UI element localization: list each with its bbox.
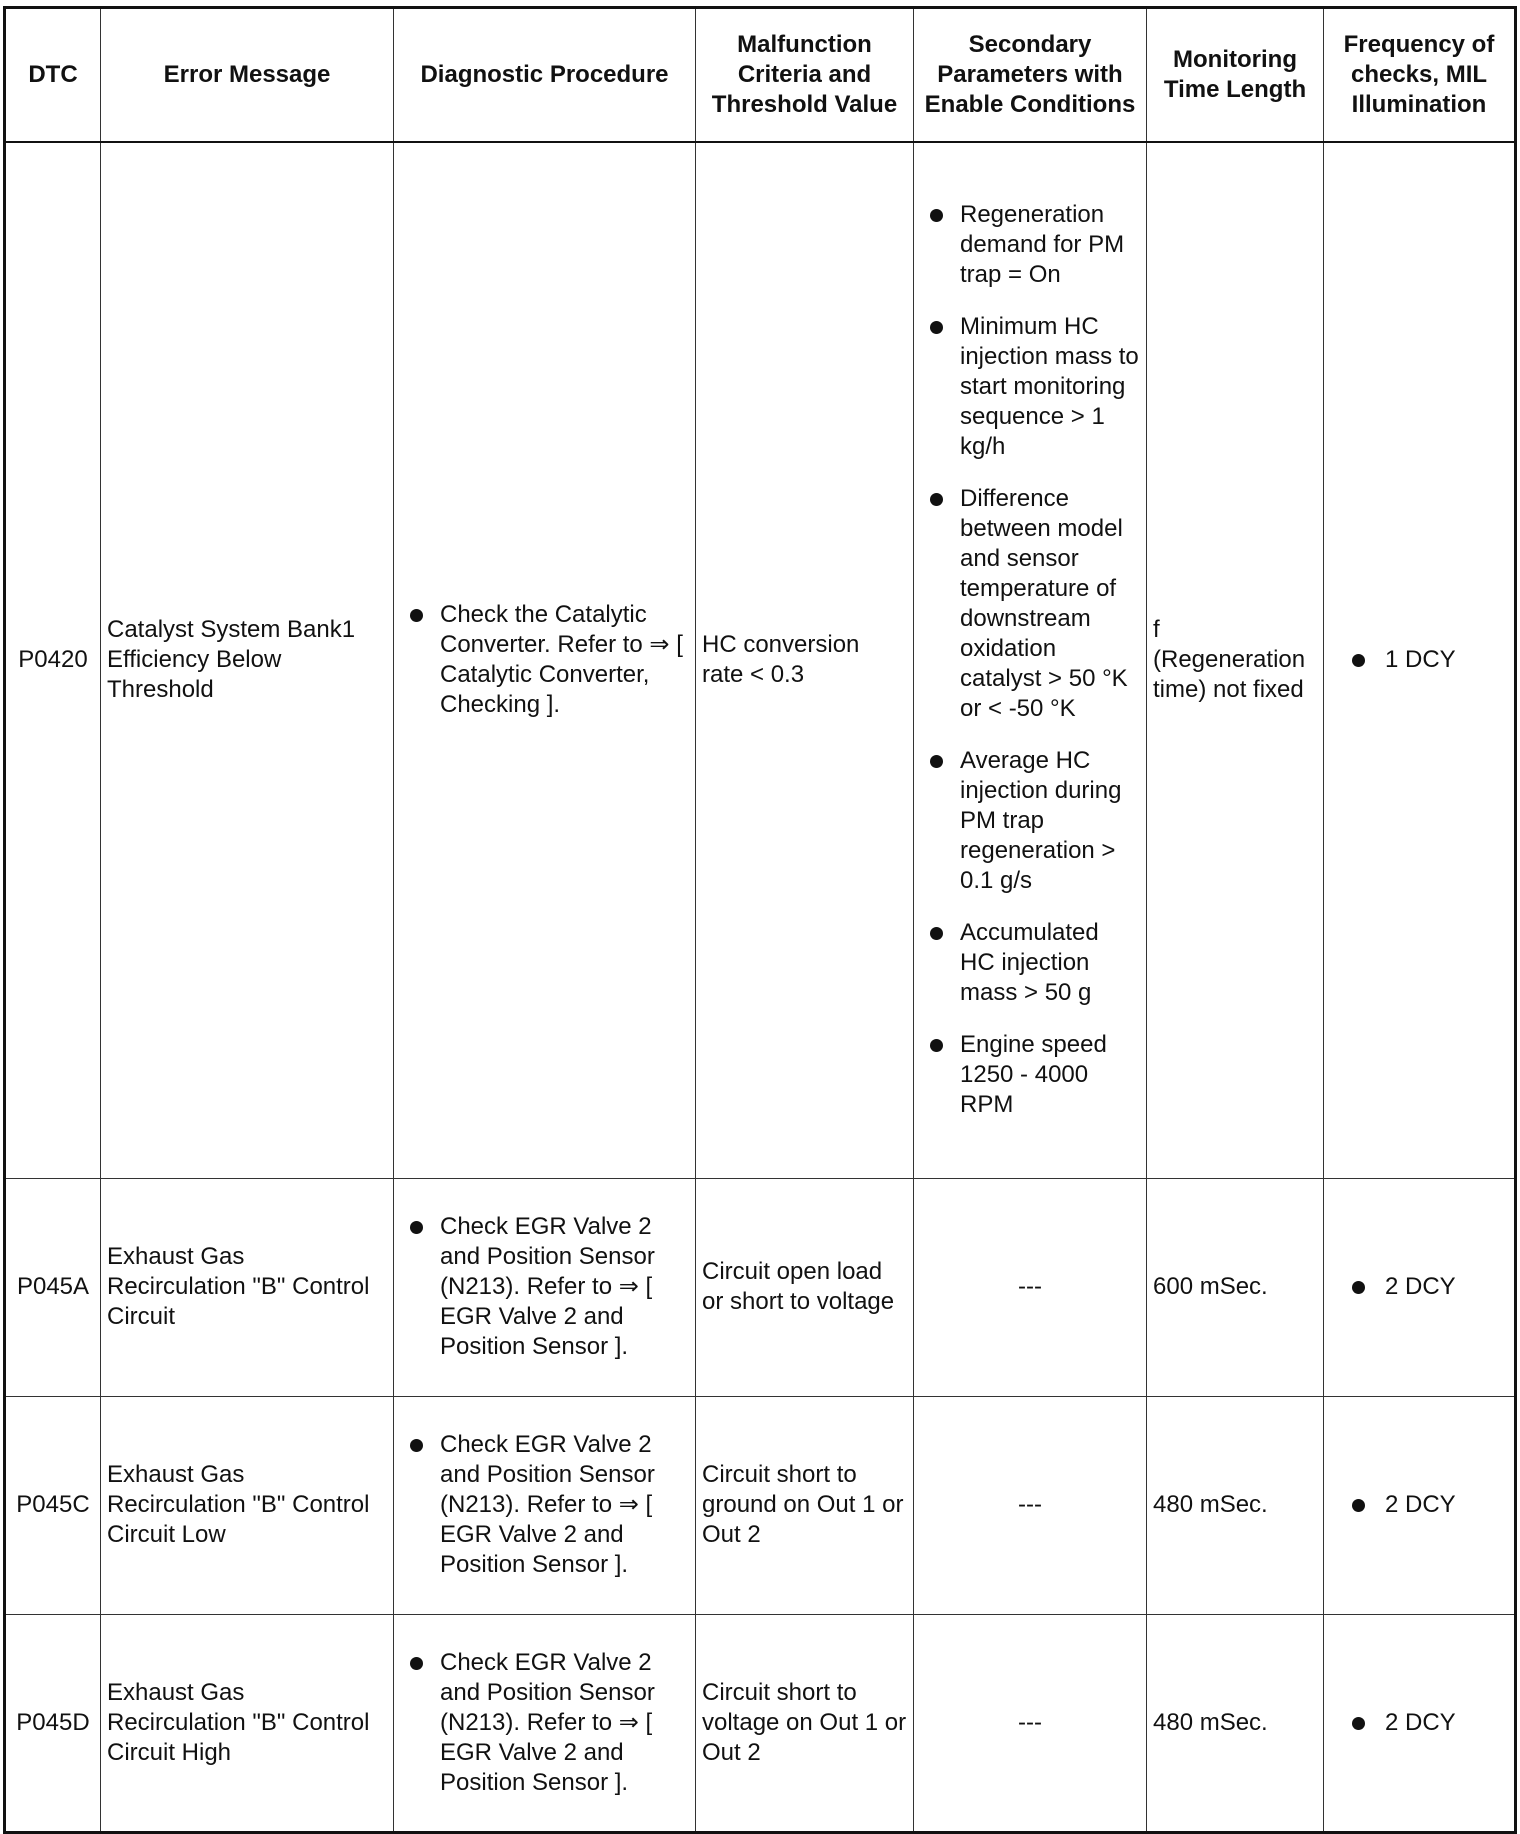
bullet-icon (410, 1439, 423, 1452)
secondary-item (920, 312, 1140, 462)
secondary-parameters (914, 142, 1147, 1178)
secondary-item (920, 484, 1140, 724)
error-message: Exhaust Gas Recirculation "B" Control Circuit High (101, 1614, 394, 1832)
dtc-code: P0420 (5, 142, 101, 1178)
diagnostic-procedure (394, 142, 696, 1178)
malfunction-criteria: HC conversion rate < 0.3 (696, 142, 914, 1178)
monitoring-time: 480 mSec. (1147, 1614, 1324, 1832)
monitoring-time: f (Regeneration time) not fixed (1147, 142, 1324, 1178)
frequency (1324, 1614, 1516, 1832)
procedure-text: Check EGR Valve 2 and Position Sensor (N213). Refer to ⇒ [ EGR Valve 2 and Position Sensor ]. (440, 1648, 655, 1796)
bullet-icon (410, 609, 423, 622)
bullet-icon (930, 209, 943, 222)
procedure-text: Check EGR Valve 2 and Position Sensor (N213). Refer to ⇒ [ EGR Valve 2 and Position Sensor ]. (440, 1213, 655, 1360)
table-row (5, 1614, 1516, 1832)
bullet-icon (410, 1657, 423, 1670)
frequency (1324, 1178, 1516, 1396)
procedure-item (400, 1212, 689, 1362)
table-row (5, 142, 1516, 1178)
malfunction-criteria: Circuit short to voltage on Out 1 or Out 2 (696, 1614, 914, 1832)
diagnostic-procedure (394, 1178, 696, 1396)
error-message: Catalyst System Bank1 Efficiency Below Threshold (101, 142, 394, 1178)
header-malfunction-criteria: Malfunction Criteria and Threshold Value (696, 8, 914, 143)
header-diagnostic-procedure: Diagnostic Procedure (394, 8, 696, 143)
secondary-item (920, 200, 1140, 290)
secondary-text: Engine speed 1250 - 4000 RPM (960, 1031, 1107, 1119)
table-row (5, 1396, 1516, 1614)
header-monitoring-time: Monitoring Time Length (1147, 8, 1324, 143)
secondary-text: Minimum HC injection mass to start monitoring sequence > 1 kg/h (960, 313, 1139, 461)
bullet-icon (930, 321, 943, 334)
secondary-parameters: --- (914, 1396, 1147, 1614)
error-message: Exhaust Gas Recirculation "B" Control Circuit (101, 1178, 394, 1396)
frequency-item (1330, 1708, 1508, 1738)
dtc-code: P045C (5, 1396, 101, 1614)
secondary-item (920, 1030, 1140, 1120)
frequency-text: 1 DCY (1385, 646, 1456, 674)
header-error-message: Error Message (101, 8, 394, 143)
table-row (5, 1178, 1516, 1396)
dtc-table (3, 6, 1517, 1834)
error-message: Exhaust Gas Recirculation "B" Control Circuit Low (101, 1396, 394, 1614)
secondary-parameters: --- (914, 1614, 1147, 1832)
secondary-text: Regeneration demand for PM trap = On (960, 201, 1125, 289)
procedure-item (400, 600, 689, 720)
frequency-text: 2 DCY (1385, 1273, 1456, 1300)
monitoring-time: 480 mSec. (1147, 1396, 1324, 1614)
frequency-item (1330, 645, 1508, 675)
secondary-item (920, 746, 1140, 896)
header-row (5, 8, 1516, 143)
monitoring-time: 600 mSec. (1147, 1178, 1324, 1396)
secondary-text: Accumulated HC injection mass > 50 g (960, 919, 1099, 1007)
procedure-text: Check EGR Valve 2 and Position Sensor (N213). Refer to ⇒ [ EGR Valve 2 and Position Sensor ]. (440, 1431, 655, 1578)
bullet-icon (1352, 1281, 1365, 1294)
frequency-text: 2 DCY (1385, 1491, 1456, 1518)
frequency-text: 2 DCY (1385, 1708, 1456, 1736)
bullet-icon (1352, 1717, 1365, 1730)
secondary-text: Average HC injection during PM trap regeneration > 0.1 g/s (960, 747, 1122, 895)
secondary-text: Difference between model and sensor temperature of downstream oxidation catalyst > 50 °K or < -50 °K (960, 485, 1128, 723)
header-frequency: Frequency of checks, MIL Illumination (1324, 8, 1516, 143)
diagnostic-procedure (394, 1614, 696, 1832)
procedure-item (400, 1430, 689, 1580)
secondary-item (920, 918, 1140, 1008)
bullet-icon (930, 1039, 943, 1052)
malfunction-criteria: Circuit open load or short to voltage (696, 1178, 914, 1396)
frequency-item (1330, 1490, 1508, 1520)
frequency (1324, 1396, 1516, 1614)
dtc-code: P045A (5, 1178, 101, 1396)
bullet-icon (1352, 654, 1365, 667)
diagnostic-procedure (394, 1396, 696, 1614)
bullet-icon (930, 755, 943, 768)
bullet-icon (1352, 1499, 1365, 1512)
frequency (1324, 142, 1516, 1178)
dtc-code: P045D (5, 1614, 101, 1832)
header-secondary-parameters: Secondary Parameters with Enable Conditions (914, 8, 1147, 143)
bullet-icon (930, 493, 943, 506)
procedure-text: Check the Catalytic Converter. Refer to ⇒ [ Catalytic Converter, Checking ]. (440, 601, 683, 719)
malfunction-criteria: Circuit short to ground on Out 1 or Out 2 (696, 1396, 914, 1614)
frequency-item (1330, 1272, 1508, 1302)
bullet-icon (930, 927, 943, 940)
procedure-item (400, 1648, 689, 1798)
header-dtc: DTC (5, 8, 101, 143)
secondary-parameters: --- (914, 1178, 1147, 1396)
bullet-icon (410, 1221, 423, 1234)
